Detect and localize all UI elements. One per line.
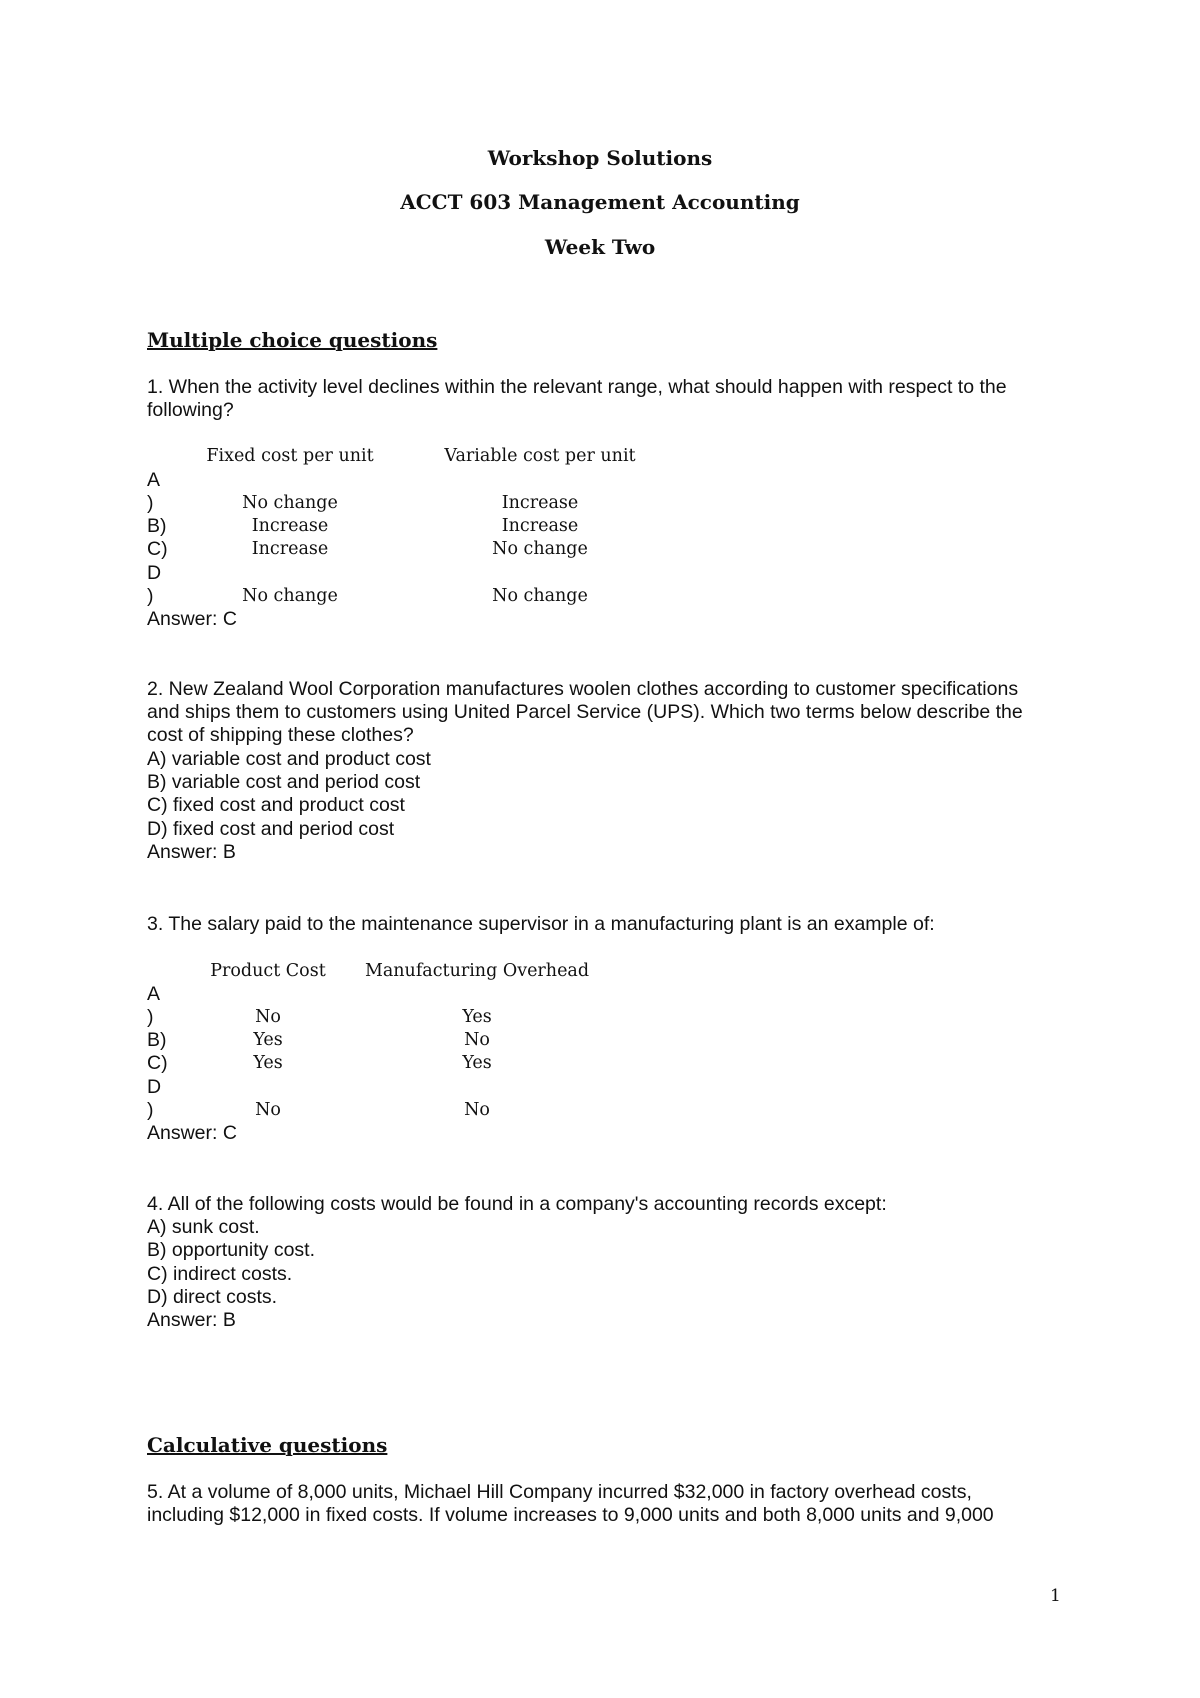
q3-option-label: ) [147,1099,154,1121]
q2-option: C) fixed cost and product cost [147,794,405,816]
q1-cell: No change [242,493,338,513]
q3-cell: Yes [253,1053,283,1073]
q2-option: B) variable cost and period cost [147,771,421,793]
q3-cell: Yes [462,1007,492,1027]
q5-line: including $12,000 in fixed costs. If volume increases to 9,000 units and both 8,000 units and 9,000 [147,1504,994,1526]
q3-option-label: B) [147,1029,167,1051]
q2-line: and ships them to customers using United Parcel Service (UPS). Which two terms below describe the [147,701,1023,723]
q4-option: B) opportunity cost. [147,1239,315,1261]
q2-answer: Answer: B [147,841,236,863]
q1-option-label: C) [147,538,168,560]
q3-col-header-product: Product Cost [210,961,326,981]
q3-cell: No [255,1007,281,1027]
q1-option-label: ) [147,585,154,607]
q2-option: A) variable cost and product cost [147,748,431,770]
q1-cell: Increase [501,516,579,536]
q1-option-label: B) [147,515,167,537]
q2-option: D) fixed cost and period cost [147,818,395,840]
q5-line: 5. At a volume of 8,000 units, Michael Hill Company incurred $32,000 in factory overhead costs, [147,1481,972,1503]
q3-option-label: C) [147,1052,168,1074]
multiple-choice-heading: Multiple choice questions [147,328,438,352]
q1-cell: No change [492,539,588,559]
q1-text-line-2: following? [147,399,234,421]
q4-option: D) direct costs. [147,1286,278,1308]
q1-option-label: A [147,469,161,491]
q1-cell: No change [242,586,338,606]
q4-text: 4. All of the following costs would be found in a company's accounting records except: [147,1193,887,1215]
q1-cell: Increase [251,516,329,536]
document-title: Workshop Solutions [487,146,713,170]
q3-cell: Yes [253,1030,283,1050]
week-title: Week Two [544,235,656,259]
q1-col-header-fixed: Fixed cost per unit [206,446,374,466]
page-number: 1 [1050,1586,1061,1606]
q1-col-header-variable: Variable cost per unit [444,446,636,466]
q3-cell: No [255,1100,281,1120]
q3-answer: Answer: C [147,1122,237,1144]
q3-cell: No [464,1100,490,1120]
course-title: ACCT 603 Management Accounting [400,190,800,214]
q1-cell: Increase [501,493,579,513]
q3-option-label: D [147,1076,162,1098]
q4-option: A) sunk cost. [147,1216,260,1238]
q2-line: 2. New Zealand Wool Corporation manufactures woolen clothes according to customer specifications [147,678,1019,700]
q1-cell: Increase [251,539,329,559]
q1-text-line-1: 1. When the activity level declines within the relevant range, what should happen with respect to the [147,376,1007,398]
q3-cell: No [464,1030,490,1050]
q3-col-header-overhead: Manufacturing Overhead [364,961,590,981]
q4-answer: Answer: B [147,1309,236,1331]
q1-cell: No change [492,586,588,606]
q4-option: C) indirect costs. [147,1263,293,1285]
calculative-heading: Calculative questions [147,1433,388,1457]
q1-option-label: ) [147,492,154,514]
q3-option-label: ) [147,1006,154,1028]
q3-cell: Yes [462,1053,492,1073]
q3-option-label: A [147,983,161,1005]
q1-answer: Answer: C [147,608,237,630]
q1-option-label: D [147,562,162,584]
q2-line: cost of shipping these clothes? [147,724,414,746]
q3-text: 3. The salary paid to the maintenance supervisor in a manufacturing plant is an example of: [147,913,935,935]
